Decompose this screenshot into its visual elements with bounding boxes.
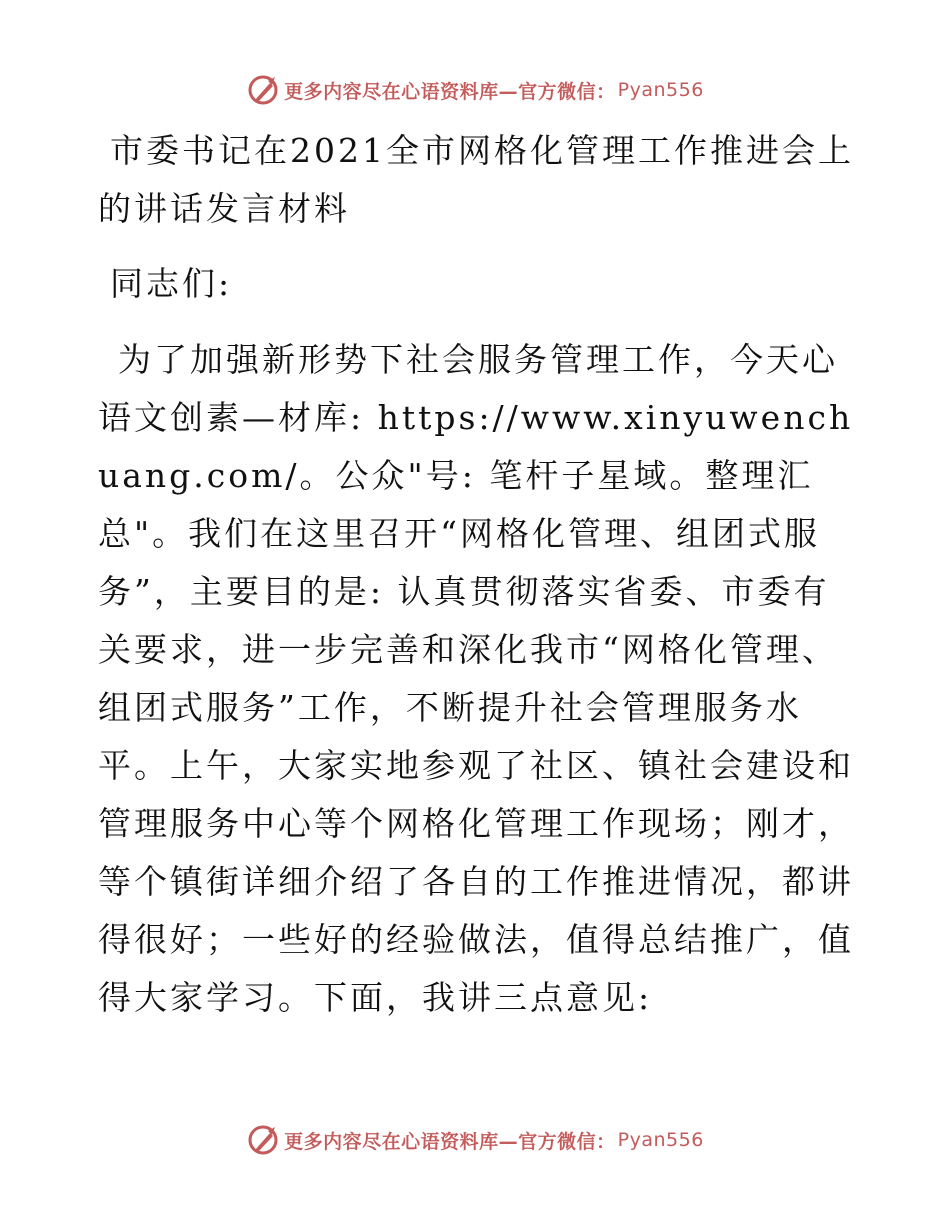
body-paragraph: 为了加强新形势下社会服务管理工作，今天心语文创素—材库: https://www.xinyuwenchuang.com/。公众"号: 笔杆子星域。整理汇总"。我们在这里召开“网格化管理、组团式服务”，主要目的是: 认真贯彻落实省委、市委有关要求，进一步完善和深化我市“网格化管理、组团式服务”工作，不断提升社会管理服务水平。上午，大家实地参观了社区、镇社会建设和管理服务中心等个网格化管理工作现场；刚才，等个镇街详细介绍了各自的工作推进情况，都讲得很好；一些好的经验做法，值得总结推广，值得大家学习。下面，我讲三点意见: (98, 340, 854, 1017)
watermark-text: 更多内容尽在心语资料库—官方微信： (284, 1130, 616, 1153)
document-body (98, 122, 858, 1027)
watermark-wechat-id: Pyan556 (617, 1129, 704, 1151)
quill-pen-logo-icon (246, 1123, 280, 1157)
quill-pen-logo-icon (246, 73, 280, 107)
header-watermark (0, 70, 950, 110)
greeting: 同志们: (110, 264, 233, 303)
watermark-wechat-id: Pyan556 (617, 79, 704, 101)
watermark-text: 更多内容尽在心语资料库—官方微信： (284, 80, 616, 103)
footer-watermark (0, 1120, 950, 1160)
document-title: 市委书记在2021全市网格化管理工作推进会上的讲话发言材料 (98, 131, 854, 228)
